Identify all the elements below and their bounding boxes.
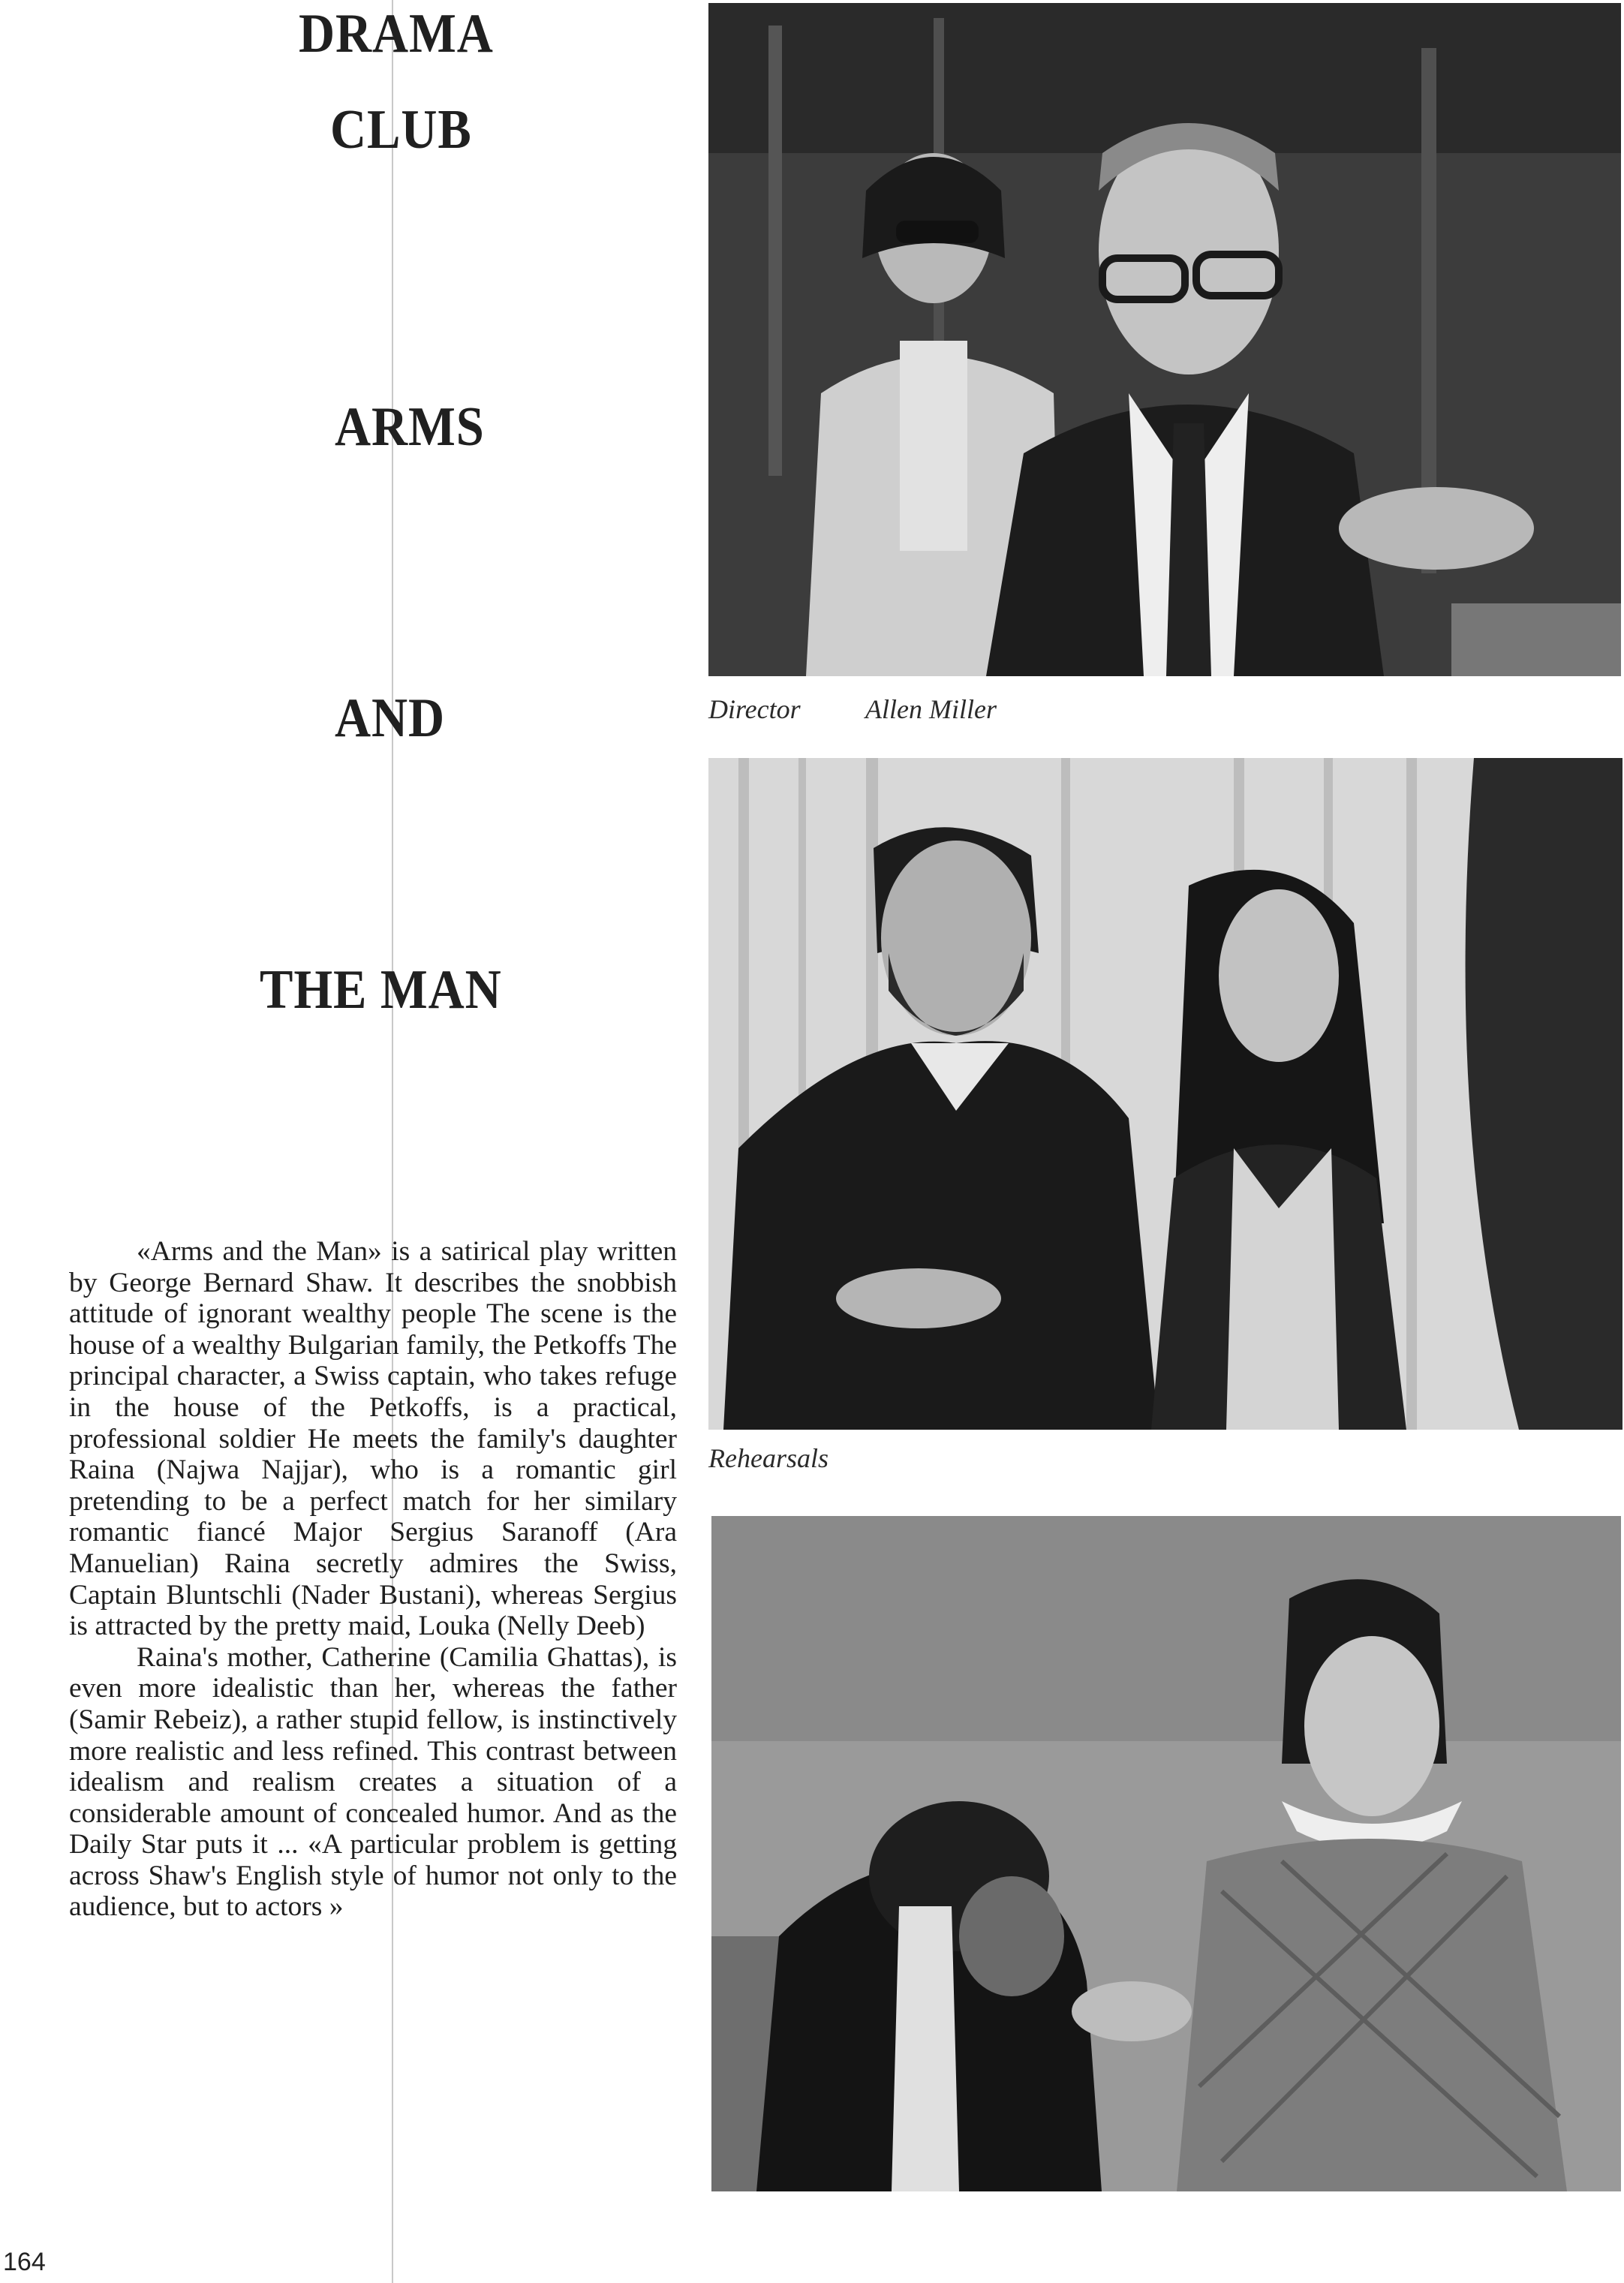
photo-rehearsals bbox=[708, 758, 1622, 1430]
page-fold-line bbox=[392, 0, 393, 2283]
article-paragraph-2: Raina's mother, Catherine (Camilia Ghattas), is even more idealistic than her, whereas the father (Samir Rebeiz), a rather stupid fellow, is instinctively more realistic and less refined. This contrast between idealism and realism creates a situation of a considerable amount of concealed humor. And as the Daily Star puts it ... «A particular problem is getting across Shaw's English style of humor not only to the audience, but to actors » bbox=[69, 1641, 677, 1923]
title-the-man: THE MAN bbox=[260, 959, 502, 1021]
article-body bbox=[69, 1236, 677, 1923]
photo-director bbox=[708, 3, 1621, 676]
title-club: CLUB bbox=[330, 99, 472, 161]
title-arms: ARMS bbox=[335, 396, 485, 458]
title-drama: DRAMA bbox=[299, 3, 494, 65]
caption-director-label: Director bbox=[708, 694, 801, 724]
title-and: AND bbox=[335, 687, 445, 749]
caption-director-name: Allen Miller bbox=[865, 694, 997, 724]
article-paragraph-1: «Arms and the Man» is a satirical play written by George Bernard Shaw. It describes the snobbish attitude of ignorant wealthy people The scene is the house of a wealthy Bulgarian family, the Petkoffs The principal character, a Swiss captain, who takes refuge in the house of the Petkoffs, is a practical, professional soldier He meets the family's daughter Raina (Najwa Najjar), who is a romantic girl pretending to be a perfect match for her similary romantic fiancé Major Sergius Saranoff (Ara Manuelian) Raina secretly admires the Swiss, Captain Bluntschli (Nader Bustani), whereas Sergius is attracted by the pretty maid, Louka (Nelly Deeb) bbox=[69, 1236, 677, 1642]
page-number: 164 bbox=[3, 2248, 46, 2276]
caption-rehearsals: Rehearsals bbox=[708, 1443, 829, 1473]
photo-hand-kiss-scene bbox=[711, 1516, 1621, 2191]
